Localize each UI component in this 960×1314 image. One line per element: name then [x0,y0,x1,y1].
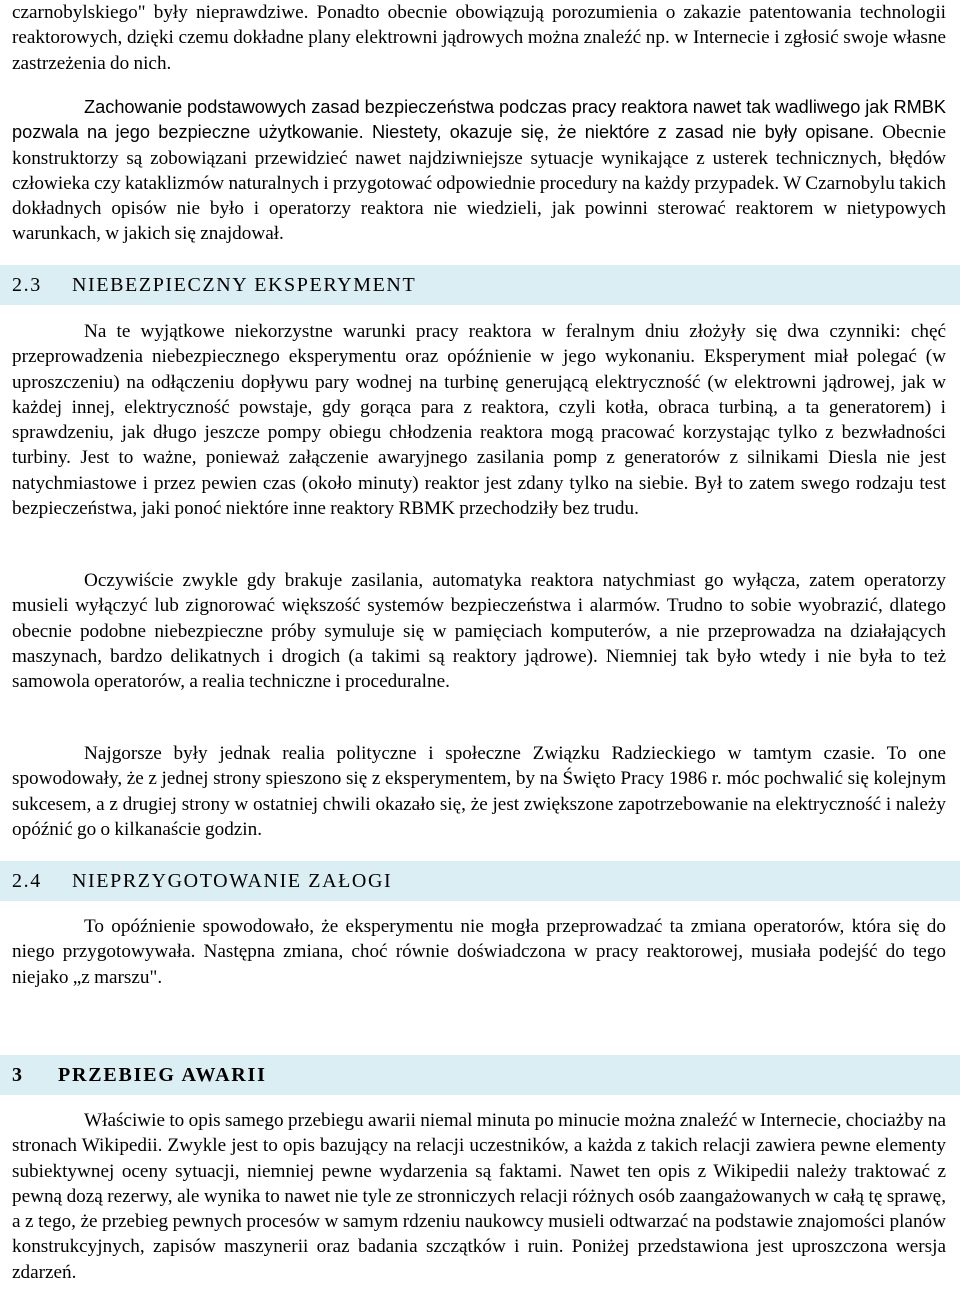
paragraph-text: Oczywiście zwykle gdy brakuje zasilania, automatyka reaktora natychmiast go wyłącza, zatem operatorzy musieli wyłączyć lub zignorować większość systemów bezpieczeństwa i alarmów. Trudno to sobie wyobrazić, dlatego obecnie podobne niebezpieczne próby symuluje się w pamięciach komputerów, a nie przeprowadza na działających maszynach, bardzo delikatnych i drogich (a takimi są reaktory jądrowe). Niemniej tak było wtedy i nie była to też samowola operatorów, a realia techniczne i proceduralne. [12,570,946,693]
section-number: 2.4 [12,870,42,892]
paragraph-text-sans: Zachowanie podstawowych zasad bezpieczeństwa podczas pracy reaktora nawet tak wadliwego jak RMBK pozwala na jego bezpieczne użytkowanie. Niestety, okazuje się, że niektóre z zasad nie były opisane. [12,97,946,143]
section-heading-2-4 [12,861,392,901]
paragraph-text: czarnobylskiego" były nieprawdziwe. Ponadto obecnie obowiązują porozumienia o zakazie patentowania technologii reaktorowych, dzięki czemu dokładne plany elektrowni jądrowych można znaleźć np. w Internecie i zgłosić swoje własne zastrzeżenia do nich. [12,2,946,74]
paragraph-crew [12,914,946,990]
section-number: 2.3 [12,274,42,296]
paragraph-politics [12,741,946,842]
paragraph-course-of-accident [12,1108,946,1285]
paragraph-text: Obecnie konstruktorzy są zobowiązani przewidzieć nawet najdziwniejsze sytuacje wynikające z usterek technicznych, błędów człowieka czy kataklizmów naturalnych i przygotować odpowiednie procedury na każdy przypadek. W Czarnobylu takich dokładnych opisów nie było i operatorzy reaktora nie wiedzieli, jak powinni sterować reaktorem w nietypowych warunkach, w jakich się znajdował. [12,122,947,245]
paragraph-text: To opóźnienie spowodowało, że eksperymentu nie mogła przeprowadzać ta zmiana operatorów, która się do niego przygotowywała. Następna zmiana, choć równie doświadczona w pracy reaktorowej, musiała podejść do tego niejako „z marszu". [12,916,946,988]
section-title: NIEPRZYGOTOWANIE ZAŁOGI [72,870,393,892]
section-title: PRZEBIEG AWARII [58,1064,267,1086]
paragraph-safety-rules [12,95,946,247]
paragraph-text: Właściwie to opis samego przebiegu awarii niemal minuta po minucie można znaleźć w Internecie, chociażby na stronach Wikipedii. Zwykle jest to opis bazujący na relacji uczestników, a każda z takich relacji zawiera pewne elementy subiektywnej oceny sytuacji, niemniej pewne wydarzenia są faktami. Nawet ten opis z Wikipedii należy traktować z pewną dozą rezerwy, ale wynika to nawet nie tyle ze stronniczych relacji różnych osób zaangażowanych w całą tę sprawę, a z tego, że przebieg pewnych procesów w samym rdzeniu naukowcy musieli odtwarzać na podstawie znajomości planów konstrukcyjnych, zapisów maszynerii oraz badania szczątków i ruin. Poniżej przedstawiona jest uproszczona wersja zdarzeń. [12,1110,946,1283]
paragraph-text: Najgorsze były jednak realia polityczne i społeczne Związku Radzieckiego w tamtym czasie. To one spowodowały, że z jednej strony spieszono się z eksperymentem, by na Święto Pracy 1986 r. móc pochwalić się kolejnym sukcesem, a z drugiej strony w ostatniej chwili okazało się, że jest zwiększone zapotrzebowanie na elektryczność i należy opóźnić go o kilkanaście godzin. [12,743,946,840]
paragraph-intro-continuation [12,0,946,76]
section-title: NIEBEZPIECZNY EKSPERYMENT [72,274,417,296]
section-heading-2-3 [12,265,416,305]
paragraph-text: Na te wyjątkowe niekorzystne warunki pracy reaktora w feralnym dniu złożyły się dwa czynniki: chęć przeprowadzenia niebezpiecznego eksperymentu oraz opóźnienie w jego wykonaniu. Eksperyment miał polegać (w uproszczeniu) na odłączeniu dopływu pary wodnej na turbinę generującą elektryczność (w elektrowni jądrowej, jak w każdej innej, elektryczność powstaje, gdy gorąca para z reaktora, czyli kotła, obraca turbiną, a ta generatorem) i sprawdzeniu, jak długo jeszcze pompy obiegu chłodzenia reaktora mogą pracować korzystając tylko z bezwładności turbiny. Jest to ważne, ponieważ załączenie awaryjnego zasilania pomp z generatorów z silnikami Diesla nie jest natychmiastowe i przez pewien czas (około minuty) reaktor jest zdany tylko na siebie. Był to zatem swego rodzaju test bezpieczeństwa, jaki ponoć niektóre inne reaktory RBMK przechodziły bez trudu. [12,321,946,520]
section-number: 3 [12,1064,24,1086]
paragraph-experiment [12,319,946,521]
paragraph-automation [12,568,946,694]
chapter-heading-3 [12,1055,267,1095]
